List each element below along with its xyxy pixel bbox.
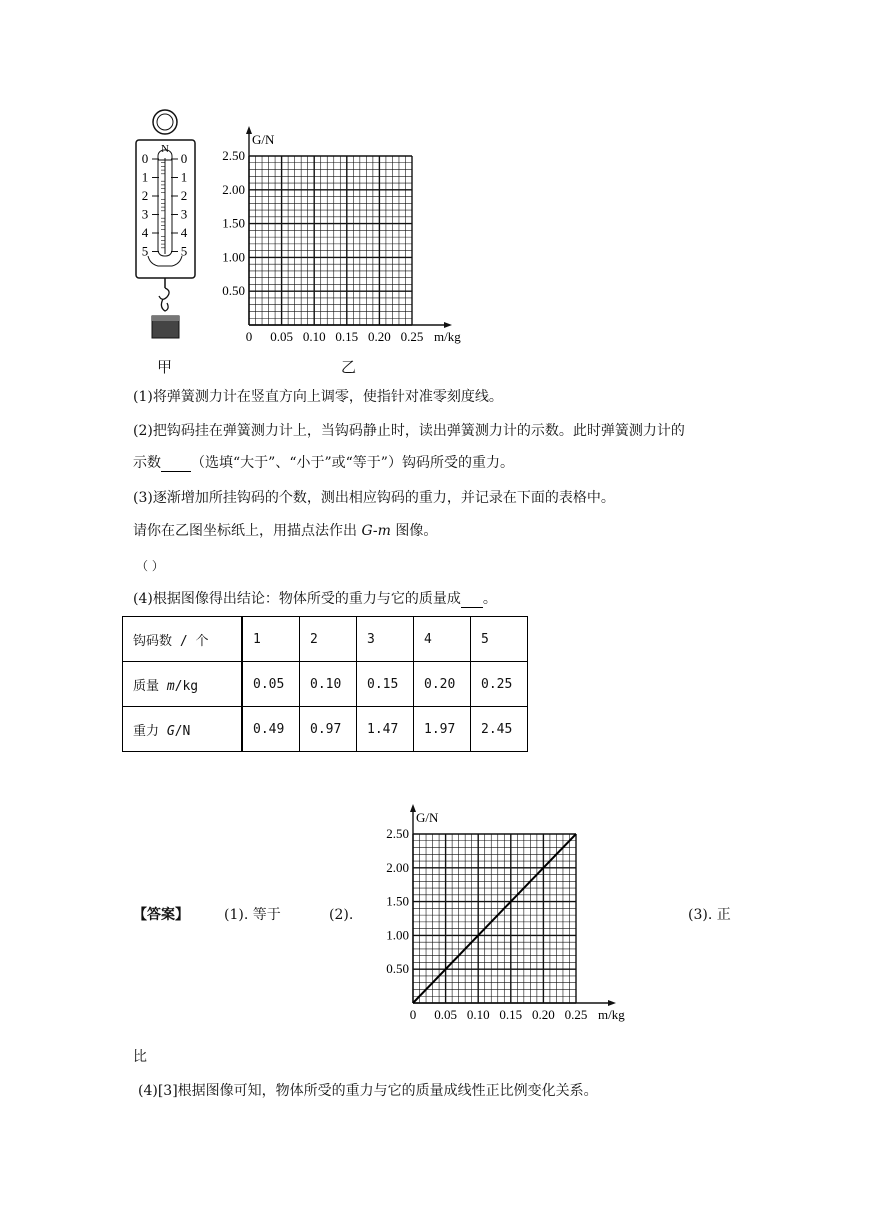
table-header-a: 重力	[133, 723, 167, 739]
answer-3: (3). 正	[688, 907, 731, 923]
data-table	[122, 616, 528, 752]
y-tick-label: 2.00	[222, 181, 245, 197]
y-tick-label: 0.50	[222, 283, 245, 299]
y-tick-label: 2.50	[222, 148, 245, 163]
spring-scale-figure	[128, 104, 203, 354]
answer-graph	[379, 802, 639, 1027]
y-axis-label: G/N	[416, 810, 439, 825]
scale-left-tick-label: 1	[141, 169, 149, 185]
x-tick-label: 0.20	[368, 329, 391, 344]
answer-blank-1	[161, 457, 191, 472]
scale-left-tick-label: 4	[141, 225, 149, 240]
step-2-line-2	[133, 454, 514, 472]
scale-right-tick-label: 1	[180, 169, 188, 185]
series-line	[413, 834, 576, 1003]
table-cell: 2	[300, 617, 357, 662]
answer-3-continued: 比	[133, 1049, 147, 1065]
table-row	[123, 662, 528, 707]
x-axis-label: m/kg	[434, 329, 461, 344]
step-2-prefix: 示数	[133, 455, 161, 471]
step-3-instruction-b: 图像。	[390, 523, 438, 539]
x-tick-label: 0	[245, 329, 253, 344]
step-3-instruction-a: 请你在乙图坐标纸上，用描点法作出	[133, 523, 362, 539]
y-axis-label: G/N	[252, 132, 275, 147]
step-4-suffix: 。	[482, 591, 497, 607]
step-4-text	[133, 590, 497, 608]
answer-blank-2	[461, 593, 483, 608]
step-3-instruction-var: G-m	[361, 523, 391, 539]
table-header-cell	[123, 707, 243, 752]
table-header-cell: 钩码数 / 个	[123, 617, 243, 662]
y-tick-label: 1.00	[222, 249, 245, 265]
table-cell: 5	[471, 617, 528, 662]
scale-unit-label: N	[161, 143, 169, 155]
x-tick-label: 0.15	[335, 329, 359, 344]
scale-left-tick-label: 2	[141, 188, 149, 203]
answer-tag: 【答案】	[133, 907, 189, 923]
table-cell: 1.97	[414, 707, 471, 752]
table-header-a: 质量	[133, 678, 167, 694]
figure-yi-label: 乙	[341, 358, 357, 376]
table-cell: 4	[414, 617, 471, 662]
x-tick-label: 0.10	[302, 329, 326, 344]
table-cell: 0.49	[242, 707, 300, 752]
table-cell: 0.25	[471, 662, 528, 707]
table-cell: 0.10	[300, 662, 357, 707]
table-cell: 0.15	[357, 662, 414, 707]
step-4-prefix: (4)根据图像得出结论：物体所受的重力与它的质量成	[133, 591, 461, 607]
scale-right-tick-label: 2	[180, 188, 188, 203]
answer-parentheses: （ ）	[136, 559, 164, 573]
table-cell: 3	[357, 617, 414, 662]
scale-right-tick-label: 3	[180, 206, 188, 222]
y-tick-label: 1.50	[222, 215, 245, 231]
x-tick-label: 0.25	[400, 329, 424, 344]
table-cell: 0.97	[300, 707, 357, 752]
table-cell: 0.05	[242, 662, 300, 707]
table-row	[123, 617, 528, 662]
x-tick-label: 0.20	[532, 1007, 555, 1022]
x-tick-label: 0.25	[564, 1007, 588, 1022]
scale-left-tick-label: 0	[141, 151, 149, 166]
table-row	[123, 707, 528, 752]
x-tick-label: 0.15	[499, 1007, 523, 1022]
scale-left-tick-label: 3	[141, 206, 149, 222]
table-cell: 0.20	[414, 662, 471, 707]
table-header-b: /N	[174, 723, 191, 739]
table-cell: 1.47	[357, 707, 414, 752]
table-cell: 2.45	[471, 707, 528, 752]
y-tick-label: 1.50	[386, 893, 409, 909]
table-header-cell	[123, 662, 243, 707]
y-tick-label: 1.00	[386, 927, 409, 943]
y-tick-label: 0.50	[386, 961, 409, 977]
x-axis-label: m/kg	[598, 1007, 625, 1022]
table-cell: 1	[242, 617, 300, 662]
step-2-line-1: (2)把钩码挂在弹簧测力计上，当钩码静止时，读出弹簧测力计的示数。此时弹簧测力计的	[133, 423, 685, 439]
x-tick-label: 0.05	[434, 1007, 457, 1022]
y-tick-label: 2.00	[386, 859, 409, 875]
scale-right-tick-label: 0	[180, 151, 188, 166]
figure-jia-label: 甲	[157, 358, 173, 376]
x-tick-label: 0.05	[270, 329, 293, 344]
blank-coordinate-grid	[215, 124, 475, 349]
answer-1: (1). 等于	[224, 907, 281, 923]
scale-right-tick-label: 5	[180, 243, 188, 259]
table-header-b: /kg	[174, 678, 199, 694]
y-tick-label: 2.50	[386, 826, 409, 841]
x-tick-label: 0.10	[466, 1007, 490, 1022]
step-1-text: (1)将弹簧测力计在竖直方向上调零，使指针对准零刻度线。	[133, 389, 503, 405]
table-header-var: G	[166, 723, 175, 739]
step-3-text: (3)逐渐增加所挂钩码的个数，测出相应钩码的重力，并记录在下面的表格中。	[133, 490, 615, 506]
answer-2: (2).	[329, 907, 354, 923]
scale-right-tick-label: 4	[180, 225, 188, 240]
x-tick-label: 0	[409, 1007, 417, 1022]
x-axis-arrow	[444, 322, 452, 328]
step-2-suffix: （选填“大于”、“小于”或“等于”）钩码所受的重力。	[191, 455, 514, 471]
table-header-var: m	[166, 678, 175, 694]
step-3-instruction	[133, 522, 437, 540]
scale-left-tick-label: 5	[141, 243, 149, 259]
answer-explanation: (4)[3]根据图像可知，物体所受的重力与它的质量成线性正比例变化关系。	[138, 1083, 598, 1099]
x-axis-arrow	[608, 1000, 616, 1006]
